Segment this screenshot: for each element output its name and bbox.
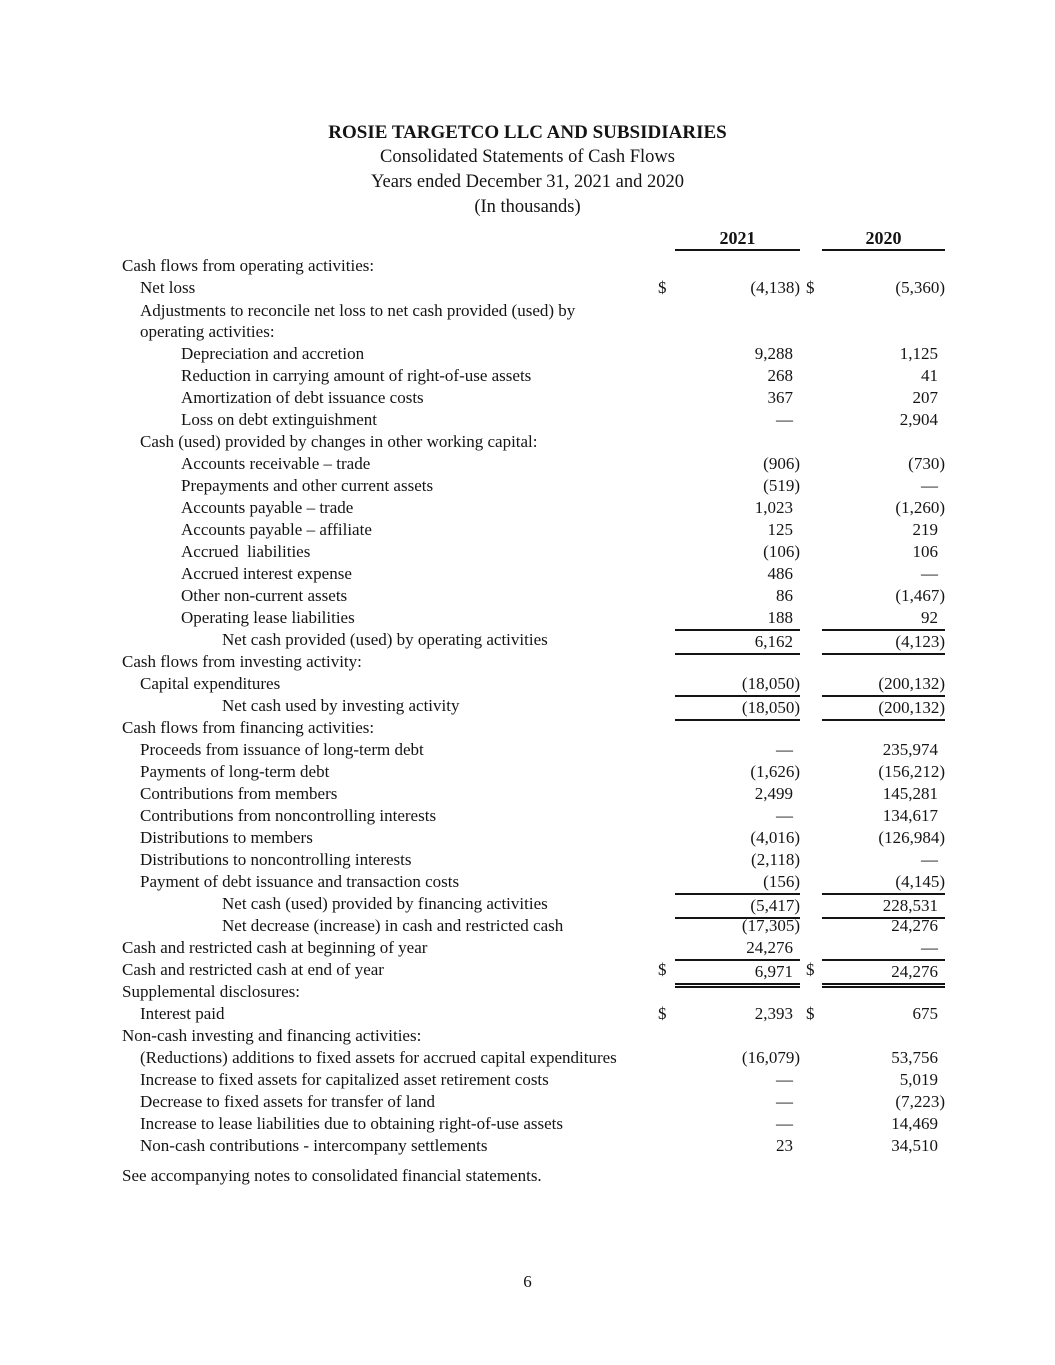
value-2021: (18,050) <box>675 695 800 721</box>
value-2021 <box>675 717 800 739</box>
value-2020: 1,125 <box>899 344 938 363</box>
table-row <box>100 1135 945 1157</box>
row-label: Cash flows from investing activity: <box>122 652 362 671</box>
dollar-sign-2020: $ <box>806 960 815 979</box>
column-header-2021: 2021 <box>675 227 800 251</box>
value-2020: (1,260) <box>895 498 945 517</box>
value-2021: 86 <box>776 586 793 605</box>
value-2021: — <box>776 806 793 825</box>
dollar-sign-2021 <box>655 343 675 365</box>
value-2020: (126,984) <box>878 828 945 847</box>
value-2021: — <box>776 410 793 429</box>
dollar-sign-2021 <box>655 915 675 937</box>
table-row <box>100 1025 945 1047</box>
row-label: Accounts payable – affiliate <box>181 520 372 539</box>
value-2020: (200,132) <box>878 674 945 693</box>
value-2021 <box>675 299 800 343</box>
dollar-sign-2020 <box>800 871 822 893</box>
row-label: Accrued interest expense <box>181 564 352 583</box>
dollar-sign-2021 <box>655 563 675 585</box>
column-header-2020: 2020 <box>822 227 945 251</box>
value-2021: 367 <box>767 388 793 407</box>
value-2020: 219 <box>912 520 938 539</box>
dollar-sign-2021: $ <box>658 960 667 979</box>
table-row <box>100 541 945 563</box>
row-label: (Reductions) additions to fixed assets for accrued capital expenditures <box>140 1048 617 1067</box>
value-2020: — <box>921 564 938 583</box>
value-2021: (906) <box>763 454 800 473</box>
table-row <box>100 563 945 585</box>
doc-units: (In thousands) <box>474 197 581 217</box>
row-label: Cash flows from financing activities: <box>122 718 375 737</box>
row-label: Proceeds from issuance of long-term debt <box>140 740 424 759</box>
value-2020: 145,281 <box>882 784 938 803</box>
row-label: Net decrease (increase) in cash and restricted cash <box>222 916 564 935</box>
row-label: Accrued liabilities <box>181 542 311 561</box>
dollar-sign-2020 <box>800 673 822 695</box>
dollar-sign-2020 <box>800 849 822 871</box>
value-2021: (156) <box>763 872 800 891</box>
dollar-sign-2021 <box>655 585 675 607</box>
dollar-sign-2021 <box>655 805 675 827</box>
row-label: Loss on debt extinguishment <box>181 410 377 429</box>
table-row <box>100 299 945 343</box>
value-2021: (16,079) <box>741 1048 800 1067</box>
row-label: Amortization of debt issuance costs <box>181 388 424 407</box>
row-label <box>100 299 655 343</box>
value-2020: (156,212) <box>878 762 945 781</box>
dollar-sign-2021 <box>655 651 675 673</box>
dollar-sign-2020 <box>800 1047 822 1069</box>
value-2020: 53,756 <box>891 1048 938 1067</box>
value-2020: (730) <box>908 454 945 473</box>
value-2020: — <box>921 850 938 869</box>
table-row <box>100 475 945 497</box>
row-label: Operating lease liabilities <box>181 608 355 627</box>
value-2021: — <box>776 1092 793 1111</box>
dollar-sign-2021 <box>655 497 675 519</box>
value-2021: (106) <box>763 542 800 561</box>
dollar-sign-2020 <box>800 981 822 1003</box>
row-label: Accounts payable – trade <box>181 498 354 517</box>
dollar-sign-2020 <box>800 431 822 453</box>
row-label: Other non-current assets <box>181 586 348 605</box>
table-row <box>100 343 945 365</box>
dollar-sign-2021 <box>655 1091 675 1113</box>
table-row <box>100 607 945 629</box>
dollar-sign-2020 <box>800 475 822 497</box>
dollar-sign-2021 <box>655 255 675 277</box>
dollar-sign-2020 <box>800 519 822 541</box>
value-2021 <box>675 651 800 673</box>
statement-table <box>100 227 945 1187</box>
dollar-sign-2021 <box>655 541 675 563</box>
table-row <box>100 959 945 981</box>
table-row <box>100 981 945 1003</box>
dollar-sign-2020 <box>800 915 822 937</box>
table-row <box>100 673 945 695</box>
value-2021: 9,288 <box>754 344 793 363</box>
table-row <box>100 1003 945 1025</box>
table-row <box>100 453 945 475</box>
value-2021: — <box>776 1070 793 1089</box>
dollar-sign-2021 <box>655 431 675 453</box>
row-label: Depreciation and accretion <box>181 344 365 363</box>
row-label: Increase to lease liabilities due to obtaining right-of-use assets <box>140 1114 563 1133</box>
table-row <box>100 365 945 387</box>
dollar-sign-2020 <box>800 827 822 849</box>
table-row <box>100 585 945 607</box>
dollar-sign-2020 <box>800 541 822 563</box>
dollar-sign-2020 <box>800 1091 822 1113</box>
row-label: Cash and restricted cash at end of year <box>122 960 384 979</box>
dollar-sign-2020 <box>800 761 822 783</box>
doc-statement-title: Consolidated Statements of Cash Flows <box>380 147 675 167</box>
row-label: Distributions to noncontrolling interests <box>140 850 412 869</box>
row-label: Increase to fixed assets for capitalized asset retirement costs <box>140 1070 549 1089</box>
value-2021: (5,417) <box>675 893 800 919</box>
table-row <box>100 937 945 959</box>
value-2021 <box>675 981 800 1003</box>
value-2021: — <box>776 740 793 759</box>
row-label: Distributions to members <box>140 828 313 847</box>
value-2021 <box>675 1025 800 1047</box>
table-row <box>100 717 945 739</box>
value-2020: 34,510 <box>891 1136 938 1155</box>
value-2020 <box>822 1025 945 1047</box>
table-row <box>100 827 945 849</box>
row-label: Net cash provided (used) by operating activities <box>222 630 548 649</box>
dollar-sign-2021 <box>655 519 675 541</box>
dollar-sign-2021 <box>655 739 675 761</box>
row-label: Capital expenditures <box>140 674 281 693</box>
table-row <box>100 915 945 937</box>
dollar-sign-2020 <box>800 585 822 607</box>
dollar-sign-2020 <box>800 255 822 277</box>
value-2020 <box>822 981 945 1003</box>
row-label: Cash and restricted cash at beginning of year <box>122 938 428 957</box>
table-row <box>100 431 945 453</box>
value-2021: (4,016) <box>750 828 800 847</box>
value-2020: (4,123) <box>822 629 945 655</box>
value-2020 <box>822 299 945 343</box>
dollar-sign-2020 <box>800 739 822 761</box>
row-label: Interest paid <box>140 1004 225 1023</box>
table-row <box>100 1069 945 1091</box>
dollar-sign-2021 <box>655 783 675 805</box>
value-2020: 41 <box>921 366 938 385</box>
value-2020 <box>822 651 945 673</box>
value-2020: (4,145) <box>895 872 945 891</box>
value-2021: 1,023 <box>754 498 793 517</box>
document-header <box>0 120 1055 220</box>
value-2020: 2,904 <box>899 410 938 429</box>
value-2020: 106 <box>912 542 938 561</box>
row-label: Non-cash contributions - intercompany settlements <box>140 1136 488 1155</box>
value-2021: 486 <box>767 564 793 583</box>
table-row <box>100 629 945 651</box>
value-2021: — <box>776 1114 793 1133</box>
value-2021: 188 <box>767 608 793 627</box>
value-2021: 2,499 <box>754 784 793 803</box>
value-2020: 675 <box>912 1004 938 1023</box>
column-header-spacer <box>100 227 655 251</box>
table-row <box>100 695 945 717</box>
table-rows <box>100 255 945 1157</box>
value-2020: — <box>921 476 938 495</box>
table-row <box>100 871 945 893</box>
value-2020: 134,617 <box>882 806 938 825</box>
value-2020: — <box>921 938 938 957</box>
value-2021: 24,276 <box>746 938 793 957</box>
dollar-sign-2021 <box>655 981 675 1003</box>
dollar-sign-2021 <box>655 299 675 343</box>
value-2021: (18,050) <box>741 674 800 693</box>
dollar-sign-2020 <box>800 607 822 629</box>
doc-period: Years ended December 31, 2021 and 2020 <box>370 172 685 192</box>
row-label: Decrease to fixed assets for transfer of land <box>140 1092 436 1111</box>
row-label: Supplemental disclosures: <box>122 982 301 1001</box>
row-label-line: operating activities: <box>140 322 275 341</box>
value-2021: (17,305) <box>741 916 800 935</box>
dollar-sign-2021 <box>655 387 675 409</box>
dollar-sign-2021 <box>655 475 675 497</box>
value-2021: 6,162 <box>675 629 800 655</box>
value-2020 <box>822 255 945 277</box>
dollar-sign-2021 <box>655 849 675 871</box>
value-2020 <box>822 717 945 739</box>
dollar-sign-2020 <box>800 1135 822 1157</box>
value-2020: 92 <box>921 608 938 627</box>
row-label: Prepayments and other current assets <box>181 476 434 495</box>
value-2020: 24,276 <box>891 916 938 935</box>
row-label: Cash (used) provided by changes in other working capital: <box>140 432 538 451</box>
table-row <box>100 277 945 299</box>
value-2021: 23 <box>776 1136 793 1155</box>
dollar-sign-2021 <box>655 607 675 629</box>
dollar-sign-2020 <box>800 299 822 343</box>
value-2021: 2,393 <box>754 1004 793 1023</box>
row-label: Net cash (used) provided by financing activities <box>222 894 548 913</box>
row-label: Cash flows from operating activities: <box>122 256 375 275</box>
table-row <box>100 651 945 673</box>
dollar-sign-2020 <box>800 783 822 805</box>
column-header-gap <box>800 227 822 251</box>
row-label: Reduction in carrying amount of right-of-use assets <box>181 366 532 385</box>
value-2020: (7,223) <box>895 1092 945 1111</box>
row-label: Contributions from members <box>140 784 338 803</box>
dollar-sign-2020 <box>800 563 822 585</box>
table-row <box>100 761 945 783</box>
dollar-sign-2020 <box>800 717 822 739</box>
dollar-sign-2020: $ <box>806 1004 815 1023</box>
table-row <box>100 409 945 431</box>
dollar-sign-2021 <box>655 453 675 475</box>
dollar-sign-2021 <box>655 761 675 783</box>
table-row <box>100 255 945 277</box>
table-row <box>100 387 945 409</box>
dollar-sign-2020 <box>800 343 822 365</box>
column-header-row <box>100 227 945 251</box>
row-label: Non-cash investing and financing activities: <box>122 1026 422 1045</box>
row-label: Net cash used by investing activity <box>222 696 460 715</box>
value-2020: (5,360) <box>895 278 945 297</box>
row-label: Net loss <box>140 278 196 297</box>
dollar-sign-2020: $ <box>806 278 815 297</box>
value-2021: (519) <box>763 476 800 495</box>
row-label: Payment of debt issuance and transaction costs <box>140 872 460 891</box>
value-2021: (2,118) <box>751 850 800 869</box>
dollar-sign-2020 <box>800 1113 822 1135</box>
value-2021: 125 <box>767 520 793 539</box>
dollar-sign-2020 <box>800 1069 822 1091</box>
dollar-sign-2021 <box>655 1113 675 1135</box>
value-2020: 5,019 <box>899 1070 938 1089</box>
dollar-sign-2021 <box>655 1135 675 1157</box>
dollar-sign-2021 <box>655 827 675 849</box>
value-2020: 235,974 <box>882 740 938 759</box>
column-header-gap <box>655 227 675 251</box>
value-2020: (1,467) <box>895 586 945 605</box>
dollar-sign-2021 <box>655 717 675 739</box>
table-row <box>100 497 945 519</box>
value-2020: 228,531 <box>822 893 945 919</box>
dollar-sign-2021 <box>655 871 675 893</box>
dollar-sign-2020 <box>800 497 822 519</box>
value-2021 <box>675 255 800 277</box>
dollar-sign-2021 <box>655 365 675 387</box>
value-2021: (1,626) <box>750 762 800 781</box>
dollar-sign-2020 <box>800 651 822 673</box>
dollar-sign-2021 <box>655 673 675 695</box>
table-row <box>100 783 945 805</box>
page-number: 6 <box>523 1272 532 1291</box>
dollar-sign-2020 <box>800 1025 822 1047</box>
dollar-sign-2020 <box>800 453 822 475</box>
row-label: Accounts receivable – trade <box>181 454 371 473</box>
value-2021 <box>675 431 800 453</box>
table-row <box>100 1047 945 1069</box>
dollar-sign-2021 <box>655 937 675 959</box>
value-2020: 207 <box>912 388 938 407</box>
dollar-sign-2021 <box>655 409 675 431</box>
table-row <box>100 739 945 761</box>
table-row <box>100 805 945 827</box>
value-2020: 14,469 <box>891 1114 938 1133</box>
value-2021: 268 <box>767 366 793 385</box>
table-row <box>100 849 945 871</box>
dollar-sign-2021: $ <box>658 1004 667 1023</box>
dollar-sign-2020 <box>800 365 822 387</box>
value-2021: (4,138) <box>750 278 800 297</box>
value-2021: 6,971 <box>675 959 800 985</box>
table-row <box>100 1113 945 1135</box>
value-2020: 24,276 <box>822 959 945 985</box>
row-label: Contributions from noncontrolling interests <box>140 806 437 825</box>
dollar-sign-2021 <box>655 1025 675 1047</box>
value-2020 <box>822 431 945 453</box>
table-row <box>100 893 945 915</box>
dollar-sign-2020 <box>800 805 822 827</box>
row-label-line: Adjustments to reconcile net loss to net cash provided (used) by <box>140 301 576 320</box>
table-row <box>100 1091 945 1113</box>
row-label: Payments of long-term debt <box>140 762 330 781</box>
doc-title: ROSIE TARGETCO LLC AND SUBSIDIARIES <box>328 122 727 143</box>
dollar-sign-2021 <box>655 1069 675 1091</box>
dollar-sign-2020 <box>800 387 822 409</box>
dollar-sign-2021 <box>655 1047 675 1069</box>
table-row <box>100 519 945 541</box>
footnote: See accompanying notes to consolidated financial statements. <box>122 1166 542 1185</box>
dollar-sign-2020 <box>800 937 822 959</box>
dollar-sign-2020 <box>800 409 822 431</box>
dollar-sign-2021: $ <box>658 278 667 297</box>
value-2020: (200,132) <box>822 695 945 721</box>
